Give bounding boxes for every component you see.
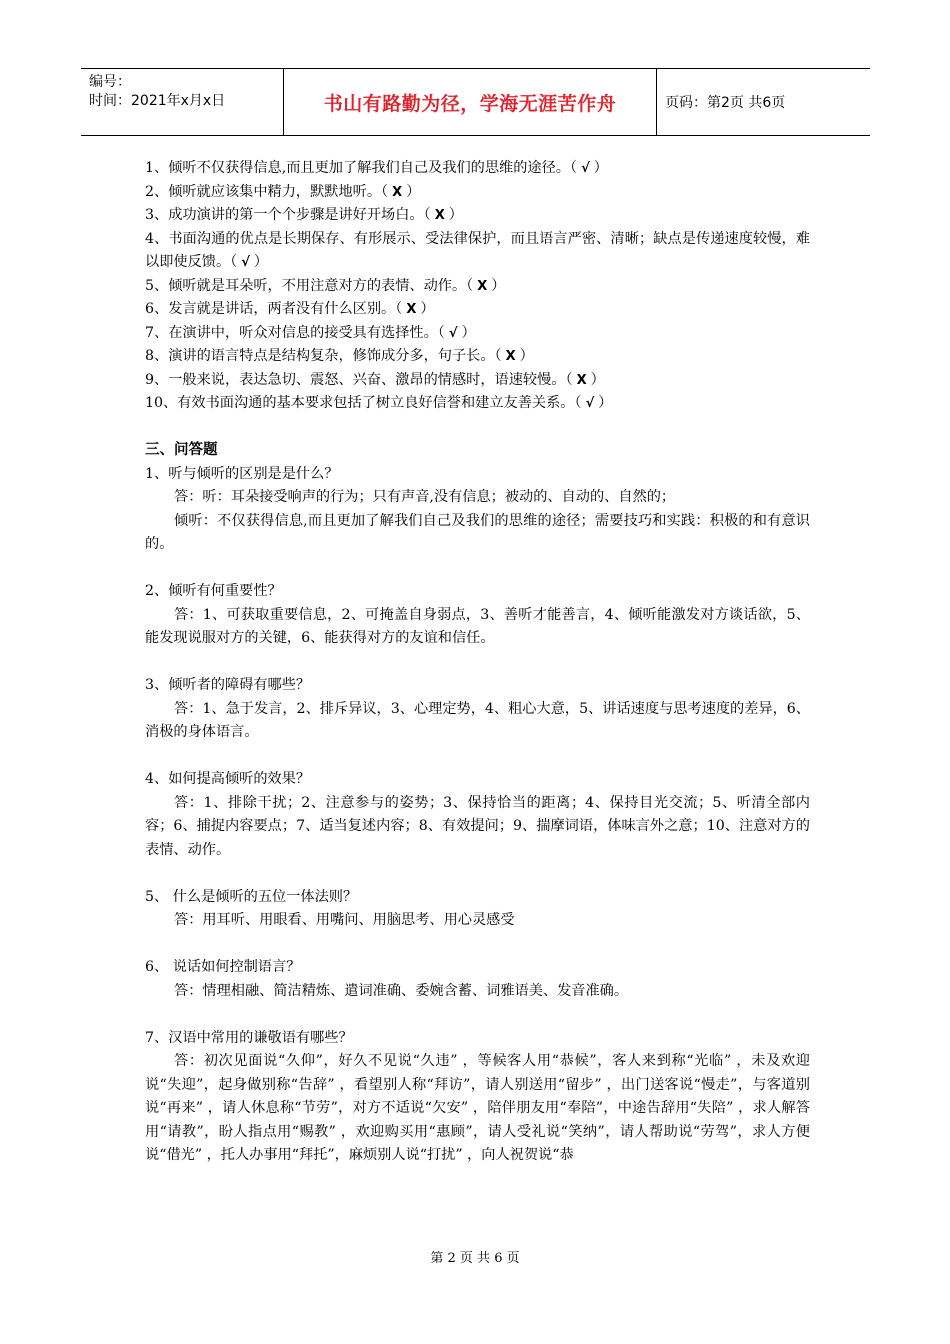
judgement-close: ）: [406, 183, 421, 200]
check-mark-icon: √: [581, 161, 590, 176]
judgement-close: ）: [253, 254, 269, 270]
judgement-text: 2、倾听就应该集中精力，默默地听。（: [145, 183, 389, 200]
judgement-close: ）: [461, 324, 476, 341]
cross-mark-icon: X: [505, 349, 516, 364]
cross-mark-icon: X: [406, 302, 417, 317]
section-title: 三、问答题: [145, 442, 218, 458]
judgement-text: 4、书面沟通的优点是长期保存、有形展示、受法律保护，而且语言严密、清晰；缺点是传递速度较慢，难以即使反馈。（: [145, 230, 810, 270]
judgement-close: ）: [491, 277, 506, 294]
cross-mark-icon: X: [576, 372, 587, 388]
question-5: 5、 什么是倾听的五位一体法则？: [145, 888, 358, 905]
answer-2: 答：1、可获取重要信息，2、可掩盖自身弱点，3、善听才能善言，4、倾听能激发对方谈话欲，5、能发现说服对方的关键，6、能获得对方的友谊和信任。: [145, 606, 810, 646]
judgement-item: [145, 228, 810, 275]
answer-6: 答：情理相融、简洁精炼、遣词准确、委婉含蓄、词雅语美、发音准确。: [174, 982, 629, 999]
header-motto-cell: [284, 69, 657, 135]
judgement-text: 6、发言就是讲话，两者没有什么区别。（: [145, 301, 403, 317]
answer-4: 答：1、排除干扰；2、注意参与的姿势；3、保持恰当的距离；4、保持目光交流；5、听清全部内容；6、捕捉内容要点；7、适当复述内容；8、有效提问；9、揣摩词语，体味言外之意；10、注意对方的表情、动作。: [145, 794, 810, 858]
time-label: 时间：2021年x月x日: [89, 93, 226, 109]
judgement-item: [145, 392, 810, 416]
check-mark-icon: √: [585, 396, 595, 411]
judgement-item: [145, 369, 810, 393]
page-footer: 第 2 页 共 6 页: [430, 1251, 520, 1266]
question-7: 7、汉语中常用的谦敬语有哪些？: [145, 1029, 353, 1046]
judgement-close: ）: [448, 207, 463, 223]
question-3: 3、倾听者的障碍有哪些？: [145, 677, 311, 693]
answer-1b: 倾听：不仅获得信息,而且更加了解我们自己及我们的思维的途径；需要技巧和实践：积极的和有意识的。: [145, 512, 810, 552]
question-4: 4、如何提高倾听的效果？: [145, 771, 311, 787]
judgement-item: [145, 345, 810, 369]
judgement-item: [145, 298, 810, 322]
judgement-text: 8、演讲的语言特点是结构复杂，修饰成分多，句子长。（: [145, 348, 502, 364]
judgement-text: 10、有效书面沟通的基本要求包括了树立良好信誉和建立友善关系。（: [145, 395, 582, 411]
question-2: 2、倾听有何重要性？: [145, 583, 282, 599]
document-header: [81, 68, 870, 136]
judgement-close: ）: [593, 160, 608, 176]
judgement-item: [145, 275, 810, 299]
judgement-text: 9、一般来说，表达急切、震怒、兴奋、激昂的情感时，语速较慢。（: [145, 371, 573, 388]
answer-1a: 答：听：耳朵接受响声的行为；只有声音,没有信息；被动的、自动的、自然的；: [174, 489, 676, 505]
check-mark-icon: √: [241, 255, 250, 270]
check-mark-icon: √: [448, 325, 458, 341]
judgement-item: [145, 322, 810, 346]
header-page-cell: [657, 69, 870, 135]
cross-mark-icon: X: [477, 278, 488, 294]
document-body: [145, 157, 810, 1168]
judgement-close: ）: [420, 301, 435, 317]
answer-7: 答：初次见面说“久仰”，好久不见说“久违” ，等候客人用“恭候”，客人来到称“光临” ，未及欢迎说“失迎”，起身做别称“告辞” ，看望别人称“拜访”，请人别送用“留步” ，出门送客说“慢走”，与客道别说“再来” ，请人休息称“节劳”，对方不适说“欠安” ，陪伴朋友用“奉陪”，中途告辞用“失陪” ，求人解答用“请教”，盼人指点用“赐教” ，欢迎购买用“惠顾”，请人受礼说“笑纳”，请人帮助说“劳驾”，求人方便说“借光” ，托人办事用“拜托”，麻烦别人说“打扰” ，向人祝贺说“恭: [145, 1053, 810, 1163]
cross-mark-icon: X: [392, 184, 403, 200]
judgement-item: [145, 204, 810, 228]
judgement-text: 5、倾听就是耳朵听，不用注意对方的表情、动作。（: [145, 277, 474, 294]
judgement-text: 1、倾听不仅获得信息,而且更加了解我们自己及我们的思维的途径。（: [145, 160, 578, 176]
judgement-close: ）: [598, 395, 613, 411]
motto-text: 书山有路勤为径，学海无涯苦作舟: [323, 92, 617, 115]
judgement-item: [145, 157, 810, 181]
header-meta: [81, 69, 284, 135]
judgement-item: [145, 181, 810, 205]
answer-3: 答：1、急于发言，2、排斥异议，3、心理定势，4、粗心大意，5、讲话速度与思考速度的差异，6、消极的身体语言。: [145, 700, 810, 740]
answer-5: 答：用耳听、用眼看、用嘴问、用脑思考、用心灵感受: [174, 912, 515, 928]
judgement-text: 7、在演讲中，听众对信息的接受具有选择性。（: [145, 324, 445, 341]
cross-mark-icon: X: [434, 208, 445, 223]
question-6: 6、 说话如何控制语言？: [145, 959, 301, 975]
question-1: 1、听与倾听的区别是是什么？: [145, 465, 339, 482]
code-label: 编号：: [89, 74, 131, 90]
judgement-text: 3、成功演讲的第一个个步骤是讲好开场白。（: [145, 207, 431, 223]
judgement-close: ）: [590, 371, 605, 388]
judgement-close: ）: [519, 348, 534, 364]
page-info: 页码：第2页 共6页: [665, 95, 786, 111]
judgement-list: [145, 157, 810, 416]
